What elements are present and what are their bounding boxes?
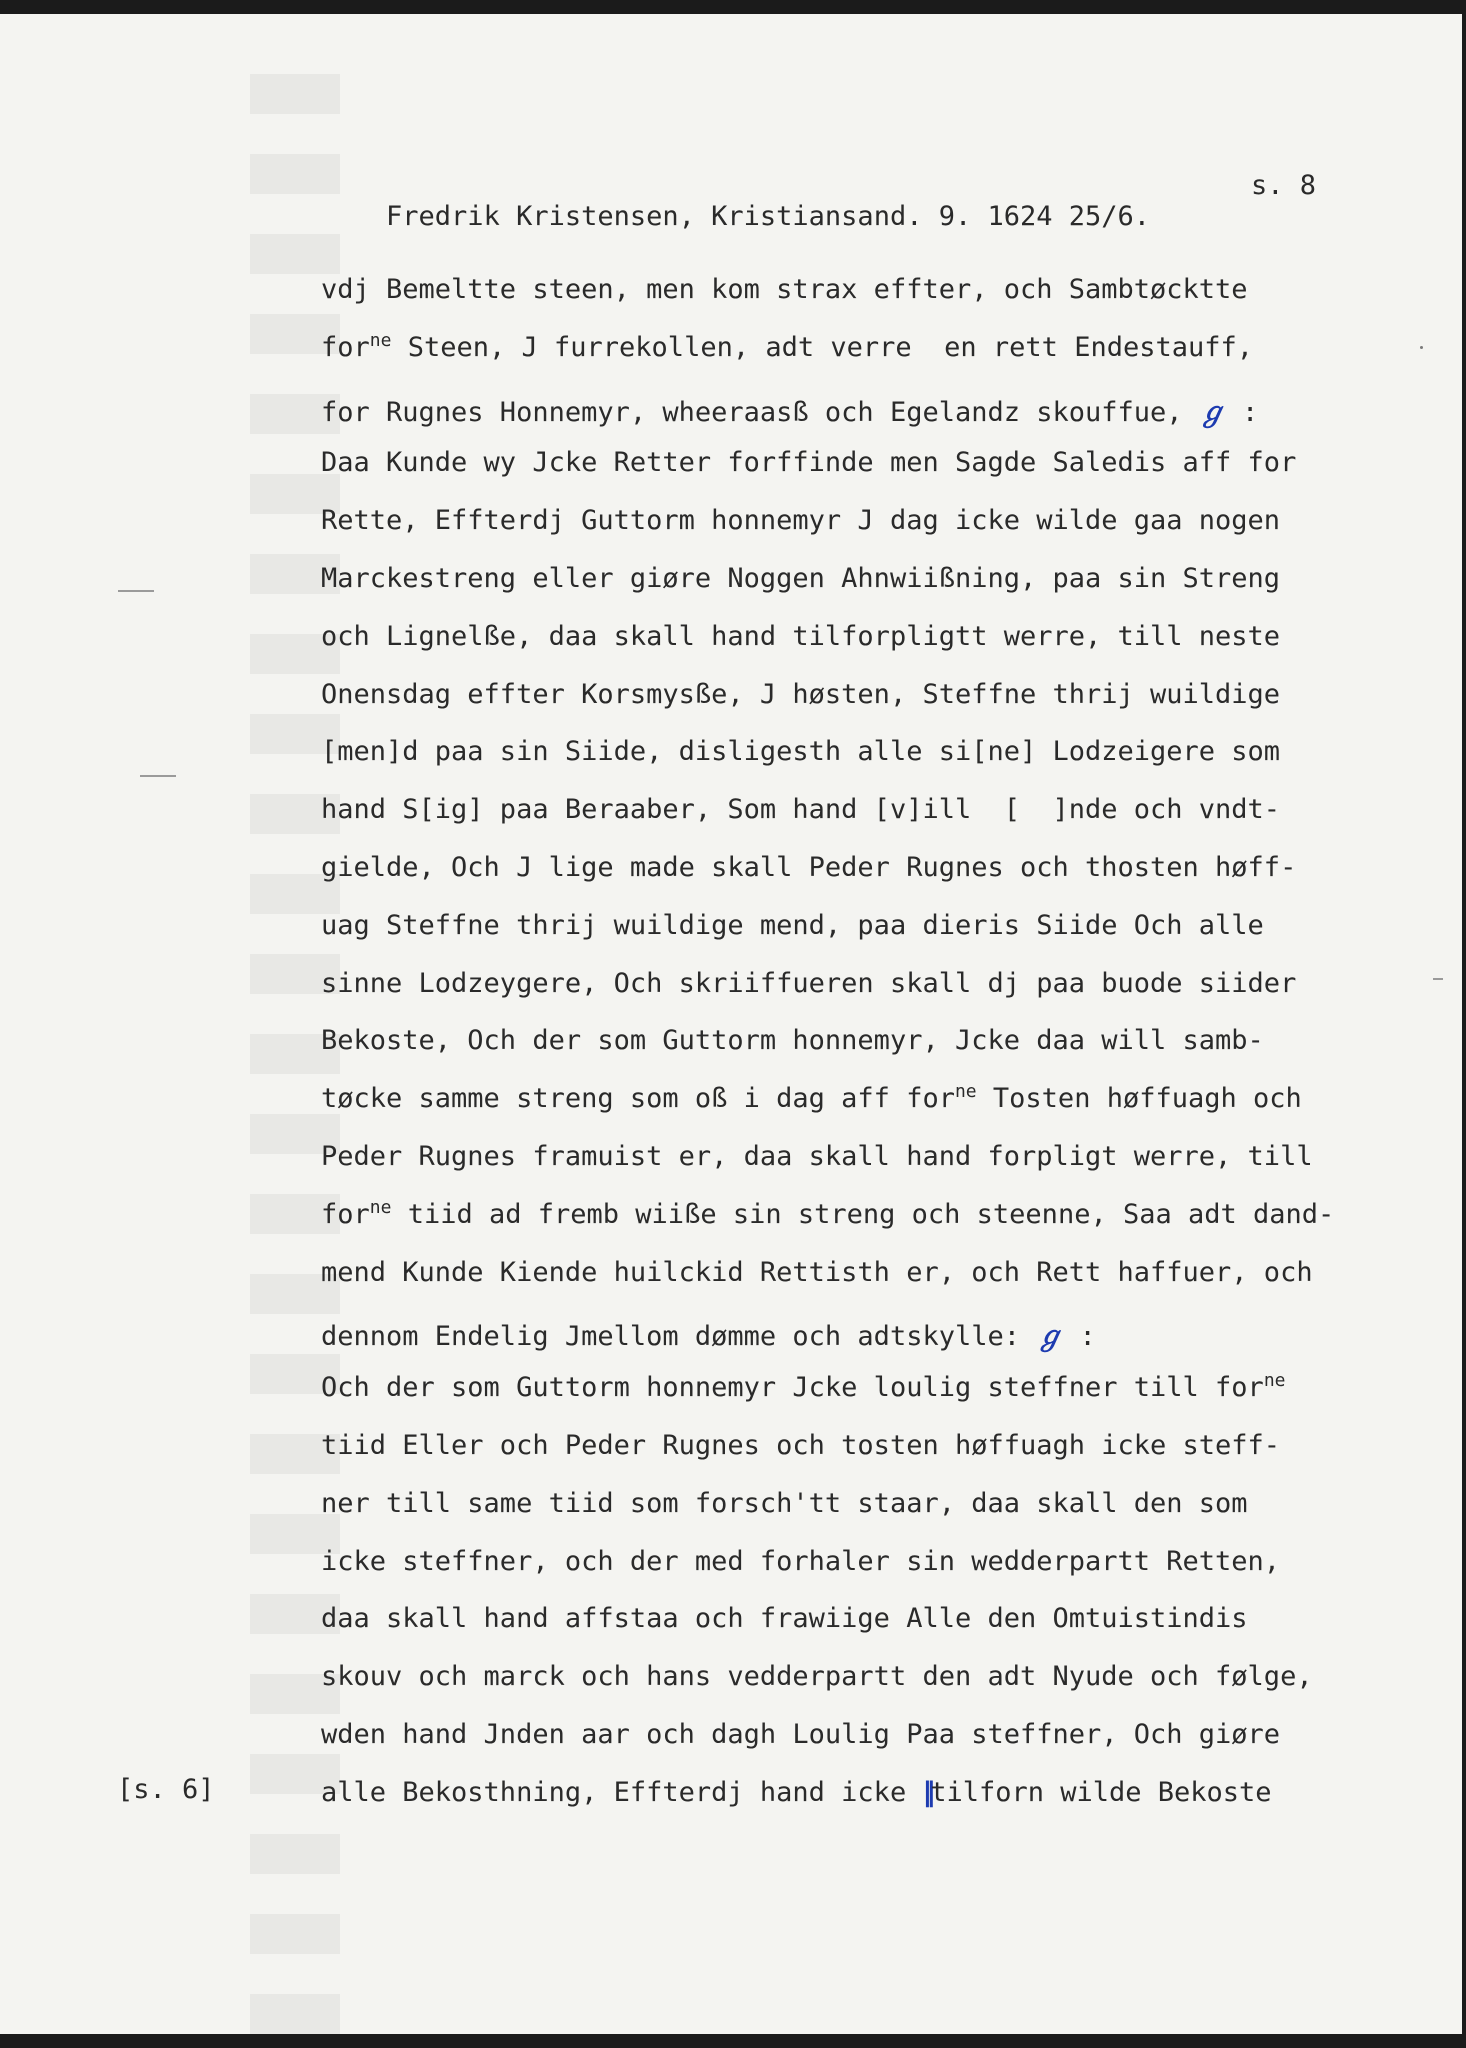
text-segment: for xyxy=(321,331,370,363)
text-line: ner till same tiid som forsch'tt staar, daa skall den som xyxy=(321,1487,1248,1519)
text-line: mend Kunde Kiende huilckid Rettisth er, och Rett haffuer, och xyxy=(321,1256,1313,1288)
text-line xyxy=(321,390,1258,429)
page-number: s. 8 xyxy=(1251,170,1317,201)
text-segment: : xyxy=(1225,396,1259,428)
text-segment: : xyxy=(1063,1321,1096,1353)
text-segment: tilforn wilde Bekoste xyxy=(930,1776,1272,1808)
text-line: wden hand Jnden aar och dagh Loulig Paa steffner, Och giøre xyxy=(321,1719,1281,1750)
text-line: icke steffner, och der med forhaler sin wedderpartt Retten, xyxy=(321,1545,1281,1577)
text-segment: alle Bekosthning, Effterdj hand icke xyxy=(321,1776,923,1808)
text-line: daa skall hand affstaa och frawiige Alle den Omtuistindis xyxy=(321,1603,1248,1635)
text-line: Rette, Effterdj Guttorm honnemyr J dag icke wilde gaa nogen xyxy=(321,505,1281,537)
text-line: Peder Rugnes framuist er, daa skall hand forpligt werre, till xyxy=(321,1141,1313,1172)
document-page xyxy=(0,14,1462,2034)
text-line: tiid Eller och Peder Rugnes och tosten høffuagh icke steff- xyxy=(321,1430,1281,1461)
margin-dot xyxy=(1420,346,1423,349)
text-line: skouv och marck och hans vedderpartt den adt Nyude och følge, xyxy=(321,1661,1313,1693)
text-line: hand S[ig] paa Beraaber, Som hand [v]ill [ ]nde och vndt- xyxy=(321,794,1281,826)
text-line: [men]d paa sin Siide, disligesth alle si[ne] Lodzeigere som xyxy=(321,736,1281,768)
superscript: ne xyxy=(369,1196,392,1218)
text-line: sinne Lodzeygere, Och skriiffueren skall dj paa buode siider xyxy=(321,967,1297,999)
text-segment: Steen, J furrekollen, adt verre en rett Endestauff, xyxy=(391,331,1254,363)
superscript: ne xyxy=(954,1081,977,1103)
text-line xyxy=(321,1372,1286,1403)
text-segment: for Rugnes Honnemyr, wheeraasß och Egelandz skouffue, xyxy=(321,396,1199,428)
margin-tick xyxy=(118,590,154,592)
handwritten-mark: ℊ xyxy=(1198,396,1226,428)
text-line xyxy=(321,1196,1335,1230)
text-line xyxy=(321,329,1254,363)
text-line xyxy=(321,1314,1096,1353)
text-line: Onensdag effter Korsmysße, J høsten, Steffne thrij wuildige xyxy=(321,678,1281,710)
text-segment: tøcke samme streng som oß i dag aff for xyxy=(321,1083,955,1115)
text-segment: Och der som Guttorm honnemyr Jcke loulig steffner till for xyxy=(321,1372,1264,1404)
header-title: Fredrik Kristensen, Kristiansand. 9. 1624 25/6. xyxy=(386,201,1151,232)
superscript: ne xyxy=(1263,1370,1286,1392)
text-line xyxy=(321,1083,1302,1114)
text-line xyxy=(321,1777,1272,1808)
text-line: Bekoste, Och der som Guttorm honnemyr, Jcke daa will samb- xyxy=(321,1025,1264,1057)
text-segment: for xyxy=(321,1198,370,1230)
text-line: uag Steffne thrij wuildige mend, paa dieris Siide Och alle xyxy=(321,909,1264,941)
text-line: Daa Kunde wy Jcke Retter forffinde men Sagde Saledis aff for xyxy=(321,447,1297,479)
text-segment: tiid ad fremb wiiße sin streng och steenne, Saa adt dand- xyxy=(391,1198,1335,1230)
text-line: gielde, Och J lige made skall Peder Rugnes och thosten høff- xyxy=(321,852,1297,883)
superscript: ne xyxy=(369,329,392,351)
margin-tick xyxy=(1433,978,1443,980)
margin-page-reference: [s. 6] xyxy=(117,1774,215,1805)
text-line: och Lignelße, daa skall hand tilforpligtt werre, till neste xyxy=(321,620,1281,652)
text-segment: Tosten høffuagh och xyxy=(976,1083,1302,1115)
handwritten-mark: ℊ xyxy=(1036,1321,1064,1353)
text-line: Marckestreng eller giøre Noggen Ahnwiißning, paa sin Streng xyxy=(321,563,1281,594)
text-line: vdj Bemeltte steen, men kom strax effter, och Sambtøcktte xyxy=(321,274,1248,305)
handwritten-page-break: || xyxy=(922,1776,931,1808)
margin-tick xyxy=(140,775,176,777)
text-segment: dennom Endelig Jmellom dømme och adtskylle: xyxy=(321,1321,1037,1353)
